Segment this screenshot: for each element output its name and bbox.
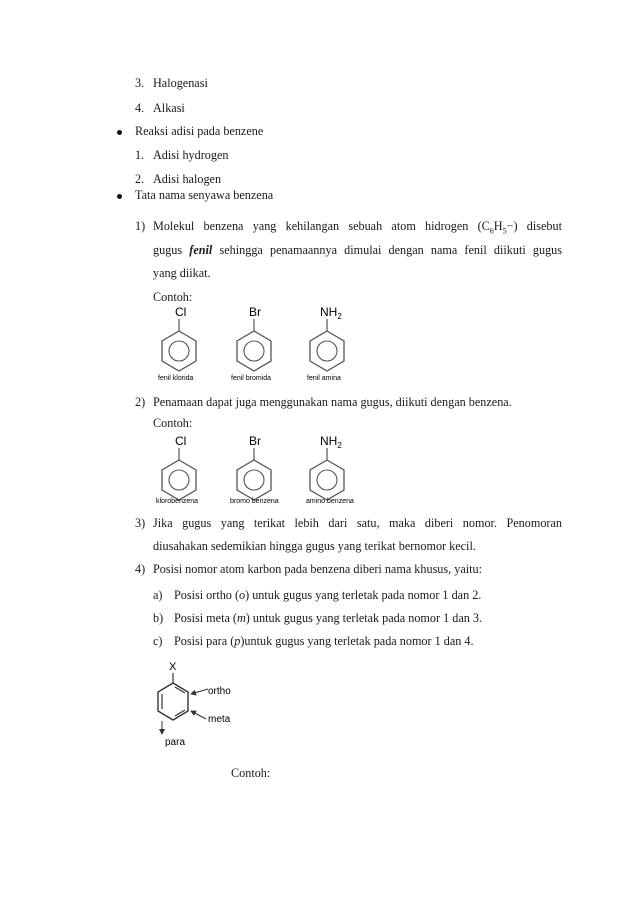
svg-text:NH2: $NH_2$ — [320, 305, 342, 321]
item-letter: b) — [153, 611, 164, 625]
contoh-label: Contoh: — [231, 766, 271, 780]
substituent-label: Br — [249, 434, 261, 448]
position-meta-text: Posisi meta (m) untuk gugus yang terletak pada nomor 1 dan 3. — [174, 611, 483, 625]
contoh-label: Contoh: — [153, 290, 193, 304]
molecule-label: klorobenzena — [156, 498, 199, 505]
list-item: Halogenasi — [153, 76, 208, 90]
list-number: 3. — [135, 76, 145, 90]
list-item: Adisi halogen — [153, 172, 222, 186]
position-diagram — [150, 656, 260, 751]
rule-2-text: Penamaan dapat juga menggunakan nama gugus, diikuti dengan benzena. — [153, 395, 512, 409]
substituent-label: Cl — [175, 305, 187, 319]
molecule-label: bromo benzena — [230, 498, 279, 505]
item-letter: a) — [153, 588, 163, 602]
structure-row-2 — [150, 432, 370, 512]
structure-row-1 — [150, 303, 370, 383]
list-number: 4. — [135, 101, 145, 115]
svg-text:NH2: $NH_2$ — [320, 434, 342, 450]
molecule-fenil-amina — [307, 305, 344, 382]
contoh-label: Contoh: — [153, 416, 193, 430]
rule-number: 3) — [135, 516, 146, 530]
item-letter: c) — [153, 634, 163, 648]
list-number: 2. — [135, 172, 145, 186]
substituent-label: Br — [249, 305, 261, 319]
emphasis-term: fenil — [189, 243, 213, 257]
molecule-klorobenzena — [156, 434, 198, 505]
molecule-label: fenil bromida — [231, 375, 272, 382]
bullet-icon — [117, 194, 122, 199]
molecule-amino-benzena — [306, 434, 354, 505]
rule-number: 4) — [135, 562, 146, 576]
rule-number: 1) — [135, 219, 146, 233]
rule-4-text: Posisi nomor atom karbon pada benzena diberi nama khusus, yaitu: — [153, 562, 482, 576]
bullet-icon — [117, 130, 122, 135]
molecule-label: fenil amina — [307, 375, 341, 382]
rule-1-line-2: gugus fenil sehingga penamaannya dimulai dengan nama fenil diikuti gugus — [153, 243, 563, 257]
molecule-label: amino benzena — [306, 498, 354, 505]
list-item: Alkasi — [153, 101, 185, 115]
position-ortho-text: Posisi ortho (o) untuk gugus yang terletak pada nomor 1 dan 2. — [174, 588, 482, 602]
position-para-text: Posisi para (p)untuk gugus yang terletak pada nomor 1 dan 4. — [174, 634, 474, 648]
rule-1-line-1: Molekul benzena yang kehilangan sebuah atom hidrogen $(C_6H_5-)$ disebut — [153, 219, 562, 236]
meta-arrow — [191, 711, 206, 719]
molecule-fenil-bromida — [231, 305, 271, 382]
list-number: 1. — [135, 148, 145, 162]
rule-1-line-3: yang diikat. — [153, 266, 211, 280]
list-item: Adisi hydrogen — [153, 148, 229, 162]
rule-3-line-1: Jika gugus yang terikat lebih dari satu, maka diberi nomor. Penomoran — [153, 516, 562, 530]
meta-label: meta — [208, 714, 231, 725]
bullet-text: Tata nama senyawa benzena — [135, 188, 274, 202]
x-label: X — [169, 661, 177, 673]
molecule-label: fenil klorida — [158, 375, 194, 382]
bullet-text: Reaksi adisi pada benzene — [135, 124, 264, 138]
para-label: para — [165, 737, 186, 748]
ortho-arrow — [191, 689, 208, 694]
molecule-bromo-benzena — [230, 434, 279, 505]
substituent-label: Cl — [175, 434, 187, 448]
rule-number: 2) — [135, 395, 146, 409]
ortho-label: ortho — [208, 686, 231, 697]
rule-3-line-2: diusahakan sedemikian hingga gugus yang terikat bernomor kecil. — [153, 539, 476, 553]
molecule-fenil-klorida — [158, 305, 196, 382]
